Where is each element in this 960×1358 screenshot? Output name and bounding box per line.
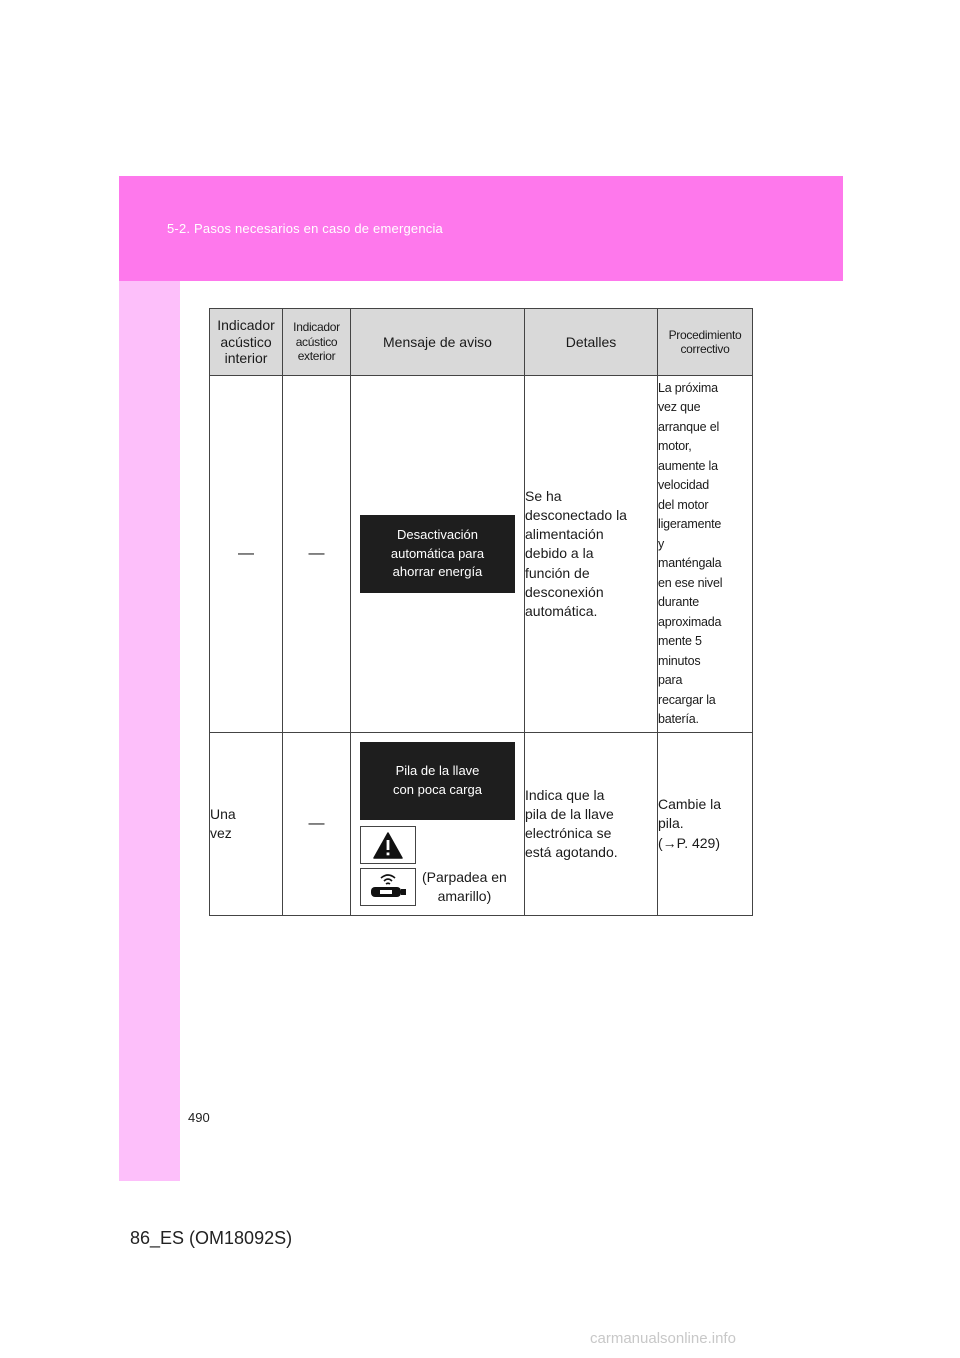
table-row bbox=[210, 376, 753, 733]
header-details: Detalles bbox=[525, 309, 658, 376]
blink-note: (Parpadea en amarillo) bbox=[422, 868, 507, 904]
cell-interior-buzzer bbox=[210, 376, 283, 733]
table-row bbox=[210, 733, 753, 916]
cell-details: Se ha desconectado la alimentación debido a la función de desconexión automática. bbox=[525, 376, 658, 733]
cell-warning-message bbox=[351, 376, 525, 733]
side-strip bbox=[119, 281, 180, 1181]
dash-mark: — bbox=[308, 815, 325, 832]
watermark: carmanualsonline.info bbox=[590, 1330, 736, 1347]
header-exterior-buzzer: Indicador acústico exterior bbox=[283, 309, 351, 376]
page-number: 490 bbox=[188, 1110, 210, 1125]
message-display-key-battery: Pila de la llave con poca carga bbox=[360, 742, 515, 820]
cell-corrective-procedure: Cambie la pila. (→P. 429) bbox=[658, 733, 753, 916]
message-display-auto-off: Desactivación automática para ahorrar energía bbox=[360, 515, 515, 593]
section-title: 5-2. Pasos necesarios en caso de emergencia bbox=[167, 221, 443, 236]
document-code: 86_ES (OM18092S) bbox=[130, 1228, 293, 1248]
dash-mark: — bbox=[238, 545, 254, 562]
dash-mark: — bbox=[308, 545, 325, 562]
cell-interior-buzzer: Una vez bbox=[210, 733, 283, 916]
indicator-icons bbox=[360, 826, 524, 906]
cell-exterior-buzzer bbox=[283, 376, 351, 733]
cell-exterior-buzzer bbox=[283, 733, 351, 916]
page-reference: (→P. 429) bbox=[658, 834, 720, 851]
cell-details: Indica que la pila de la llave electrónica se está agotando. bbox=[525, 733, 658, 916]
header-warning-message: Mensaje de aviso bbox=[351, 309, 525, 376]
header-corrective-procedure: Procedimiento correctivo bbox=[658, 309, 753, 376]
warning-table bbox=[209, 308, 753, 916]
cell-corrective-procedure: La próxima vez que arranque el motor, aumente la velocidad del motor ligeramente y manténgala en ese nivel durante aproximada mente 5 minutos para recargar la batería. bbox=[658, 376, 753, 733]
header-interior-buzzer: Indicador acústico interior bbox=[210, 309, 283, 376]
cell-warning-message bbox=[351, 733, 525, 916]
smart-key-battery-icon bbox=[360, 868, 416, 906]
table-header-row bbox=[210, 309, 753, 376]
warning-triangle-icon bbox=[360, 826, 416, 864]
